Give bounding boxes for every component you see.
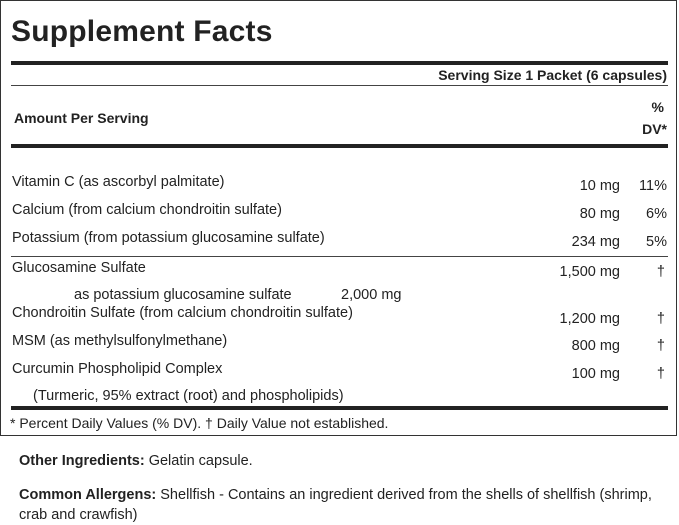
nutrient-amount: 80 mg — [579, 206, 620, 222]
ingredient-amount: 1,500 mg — [559, 264, 620, 280]
ingredient-name: Chondroitin Sulfate (from calcium chondroitin sulfate) — [12, 305, 353, 321]
footnote: * Percent Daily Values (% DV). † Daily Value not established. — [10, 415, 389, 431]
ingredient-name: Curcumin Phospholipid Complex — [12, 361, 223, 377]
other-ingredients — [19, 453, 253, 469]
nutrient-name: Vitamin C (as ascorbyl palmitate) — [12, 174, 225, 190]
divider-thick-bottom — [11, 406, 668, 410]
ingredient-sub-amount: 2,000 mg — [341, 287, 402, 303]
ingredient-amount: 100 mg — [571, 366, 620, 382]
ingredient-name: Glucosamine Sulfate — [12, 260, 146, 276]
ingredient-dv: † — [656, 338, 665, 354]
amount-per-serving-label: Amount Per Serving — [14, 110, 149, 126]
allergens-value-line2: crab and crawfish) — [19, 507, 138, 523]
ingredient-dv: † — [656, 366, 665, 382]
other-ingredients-label: Other Ingredients: — [19, 453, 145, 469]
serving-size: Serving Size 1 Packet (6 capsules) — [438, 67, 667, 83]
ingredient-sub: (Turmeric, 95% extract (root) and phospholipids) — [33, 388, 344, 404]
divider-thick-top — [11, 61, 668, 65]
nutrient-dv: 11% — [639, 178, 667, 194]
nutrient-dv: 6% — [646, 206, 667, 222]
ingredient-dv: † — [656, 311, 665, 327]
ingredient-amount: 800 mg — [571, 338, 620, 354]
ingredient-sub: as potassium glucosamine sulfate — [74, 287, 292, 303]
nutrient-name: Calcium (from calcium chondroitin sulfate) — [12, 202, 282, 218]
ingredient-dv: † — [656, 264, 665, 280]
allergens-label: Common Allergens: — [19, 487, 157, 503]
common-allergens — [19, 487, 652, 503]
nutrient-amount: 10 mg — [579, 178, 620, 194]
divider-thin-ingredients — [11, 256, 668, 257]
ingredient-name: MSM (as methylsulfonylmethane) — [12, 333, 228, 349]
allergens-value: Shellfish - Contains an ingredient derived from the shells of shellfish (shrimp, — [156, 487, 652, 503]
divider-thick-header — [11, 144, 668, 148]
nutrient-amount: 234 mg — [571, 234, 620, 250]
ingredient-amount: 1,200 mg — [559, 311, 620, 327]
divider-thin — [11, 85, 668, 86]
dv-header-dv: DV* — [642, 121, 667, 137]
nutrient-dv: 5% — [646, 234, 667, 250]
other-ingredients-value: Gelatin capsule. — [144, 453, 253, 469]
dv-header-percent: % — [651, 99, 664, 115]
nutrient-name: Potassium (from potassium glucosamine sulfate) — [12, 230, 325, 246]
panel-title: Supplement Facts — [11, 15, 273, 48]
